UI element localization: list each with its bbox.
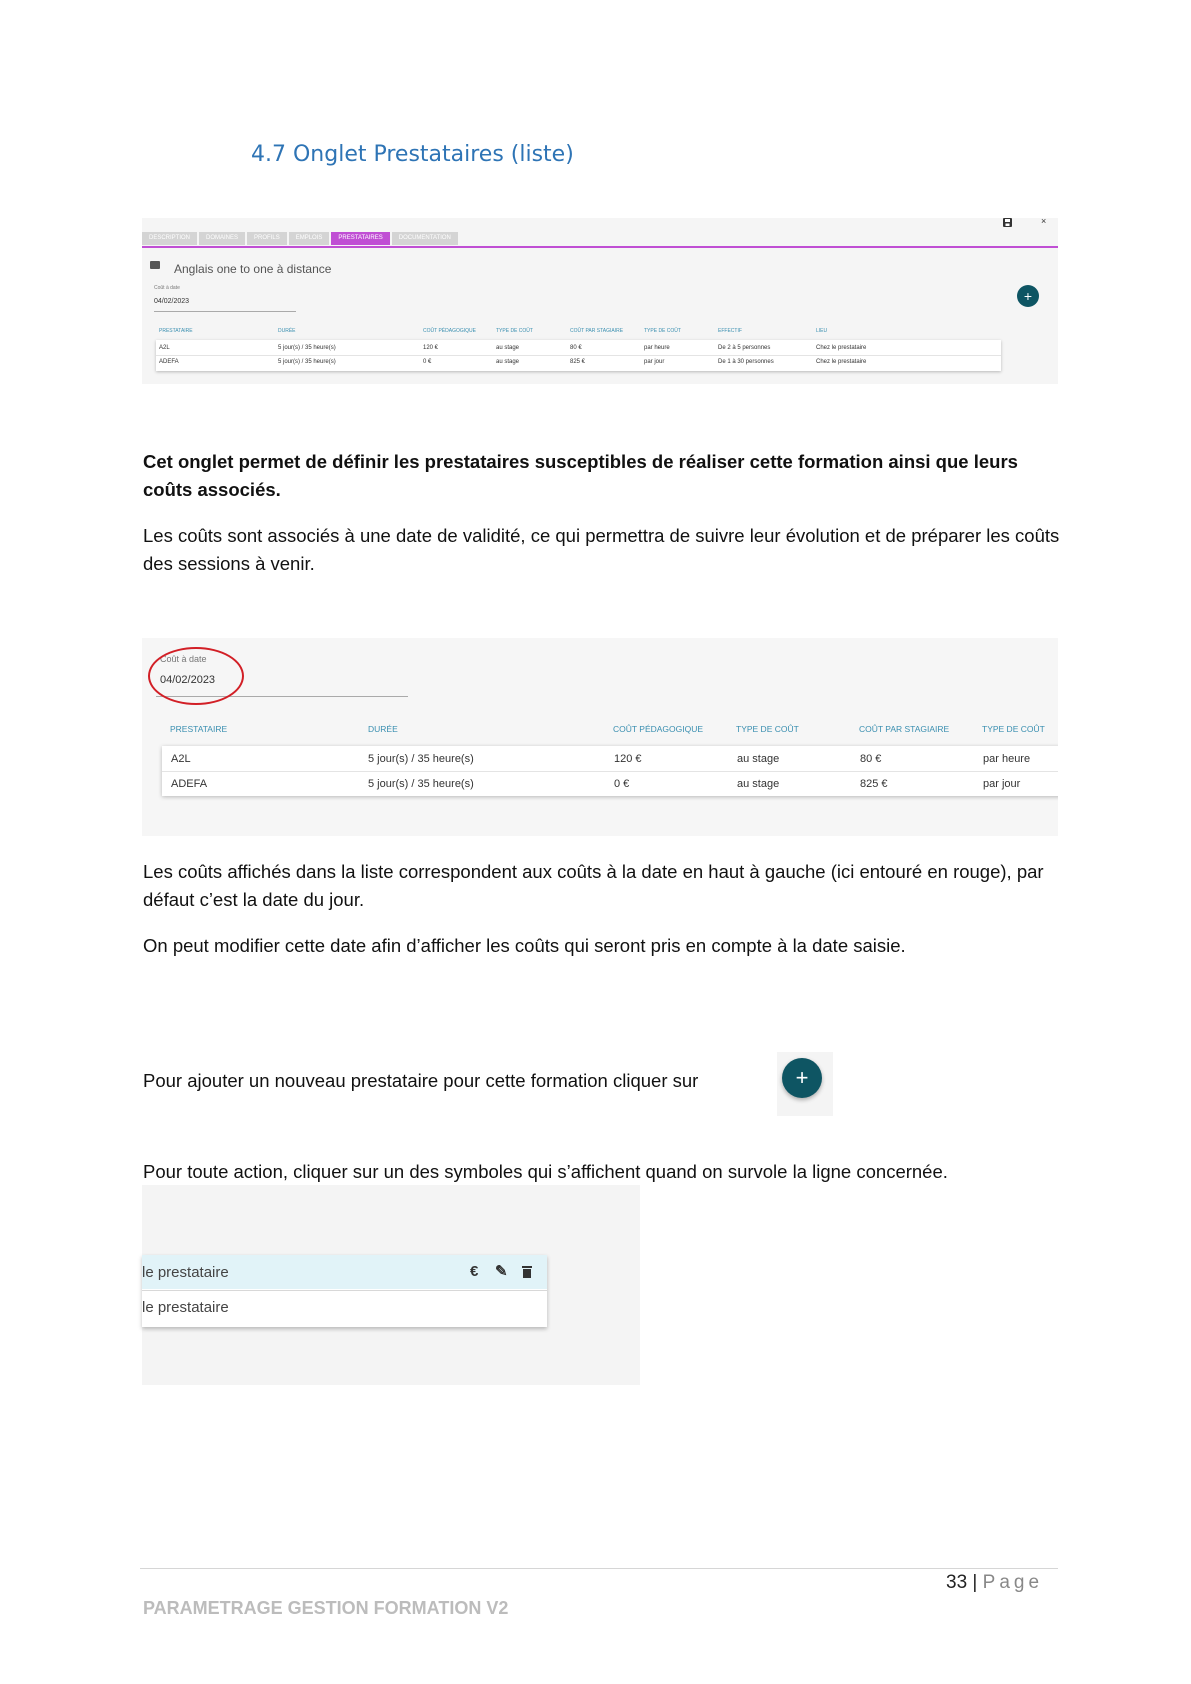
table-cell: A2L bbox=[159, 345, 170, 351]
table-cell: De 2 à 5 personnes bbox=[718, 345, 771, 351]
table-cell: 0 € bbox=[423, 359, 432, 365]
formation-title: Anglais one to one à distance bbox=[174, 262, 332, 276]
tab-domaines[interactable]: DOMAINES bbox=[199, 232, 245, 245]
tab-underline bbox=[142, 246, 1058, 248]
table-cell: 0 € bbox=[614, 778, 630, 790]
col-header: TYPE DE COÛT bbox=[736, 724, 799, 734]
table-cell: A2L bbox=[171, 753, 191, 765]
table-cell: 80 € bbox=[570, 345, 582, 351]
table-cell: le prestataire bbox=[142, 1264, 229, 1281]
date-field-underline bbox=[154, 311, 296, 312]
tab-profils[interactable]: PROFILS bbox=[247, 232, 287, 245]
col-header: COÛT PAR STAGIAIRE bbox=[570, 328, 624, 334]
tab-documentation[interactable]: DOCUMENTATION bbox=[392, 232, 458, 245]
screenshot-prestataires-tab bbox=[142, 218, 1058, 384]
table-cell: ADEFA bbox=[159, 359, 179, 365]
row-divider bbox=[162, 771, 1058, 772]
save-icon[interactable] bbox=[1003, 218, 1012, 229]
paragraph: Pour toute action, cliquer sur un des symboles qui s’affichent quand on survole la ligne concernée. bbox=[143, 1161, 948, 1182]
row-divider bbox=[156, 355, 1001, 356]
date-field[interactable]: 04/02/2023 bbox=[154, 298, 190, 305]
col-header: COÛT PÉDAGOGIQUE bbox=[423, 328, 476, 334]
table-cell: 80 € bbox=[860, 753, 882, 765]
table-cell: au stage bbox=[737, 753, 780, 765]
table-cell: 5 jour(s) / 35 heure(s) bbox=[368, 753, 474, 765]
col-header: TYPE DE COÛT bbox=[644, 328, 681, 334]
page-separator: | bbox=[972, 1572, 978, 1593]
page-number-value: 33 bbox=[946, 1572, 968, 1593]
date-label: Coût à date bbox=[154, 285, 180, 291]
page-number bbox=[946, 1572, 1043, 1594]
add-prestataire-button[interactable]: + bbox=[1017, 285, 1039, 307]
table-cell: 5 jour(s) / 35 heure(s) bbox=[278, 345, 336, 351]
intro-bold-paragraph: Cet onglet permet de définir les prestataires susceptibles de réaliser cette formation ainsi que leurs coûts associés. bbox=[143, 451, 1018, 500]
screenshot-row-actions bbox=[142, 1185, 640, 1385]
table-cell: De 1 à 30 personnes bbox=[718, 359, 774, 365]
tab-description[interactable]: DESCRIPTION bbox=[142, 232, 197, 245]
col-header: PRESTATAIRE bbox=[159, 328, 193, 334]
tab-bar bbox=[142, 232, 458, 245]
table-cell: 5 jour(s) / 35 heure(s) bbox=[368, 778, 474, 790]
table-cell: Chez le prestataire bbox=[816, 345, 867, 351]
document-title-footer: PARAMETRAGE GESTION FORMATION V2 bbox=[143, 1598, 509, 1618]
table-cell: Chez le prestataire bbox=[816, 359, 867, 365]
paragraph: Les coûts affichés dans la liste correspondent aux coûts à la date en haut à gauche (ici entouré en rouge), par défaut c’est la date du jour. bbox=[143, 861, 1044, 910]
euro-icon[interactable]: € bbox=[470, 1263, 479, 1280]
table-cell: 825 € bbox=[570, 359, 586, 365]
table-cell: par heure bbox=[983, 753, 1031, 765]
col-header: DURÉE bbox=[368, 724, 398, 734]
screenshot-cout-a-date bbox=[142, 638, 1058, 836]
table-cell: au stage bbox=[496, 359, 520, 365]
table-cell: par jour bbox=[644, 359, 665, 365]
table-cell: au stage bbox=[737, 778, 780, 790]
col-header: TYPE DE COÛT bbox=[496, 328, 533, 334]
table-cell: ADEFA bbox=[171, 778, 208, 790]
table-cell: au stage bbox=[496, 345, 520, 351]
add-prestataire-button[interactable]: + bbox=[782, 1058, 822, 1098]
table-cell: le prestataire bbox=[142, 1299, 229, 1316]
paragraph: On peut modifier cette date afin d’afficher les coûts qui seront pris en compte à la date saisie. bbox=[143, 935, 906, 956]
footer-rule bbox=[140, 1568, 1058, 1569]
col-header: COÛT PÉDAGOGIQUE bbox=[613, 724, 704, 734]
tab-emplois[interactable]: EMPLOIS bbox=[289, 232, 330, 245]
close-icon[interactable]: × bbox=[1041, 216, 1047, 226]
table-cell: par jour bbox=[983, 778, 1021, 790]
table-cell: 825 € bbox=[860, 778, 888, 790]
table-cell: 120 € bbox=[614, 753, 642, 765]
briefcase-icon bbox=[150, 261, 160, 269]
paragraph: Pour ajouter un nouveau prestataire pour cette formation cliquer sur bbox=[143, 1070, 699, 1091]
row-divider bbox=[142, 1290, 547, 1291]
table-cell: 5 jour(s) / 35 heure(s) bbox=[278, 359, 336, 365]
col-header: DURÉE bbox=[278, 328, 296, 334]
col-header: LIEU bbox=[816, 328, 828, 334]
col-header: COÛT PAR STAGIAIRE bbox=[859, 724, 950, 734]
red-highlight-circle bbox=[148, 647, 244, 705]
date-field[interactable]: 04/02/2023 bbox=[160, 674, 216, 686]
delete-icon[interactable] bbox=[522, 1265, 532, 1283]
page-word: Page bbox=[982, 1572, 1044, 1593]
table-cell: 120 € bbox=[423, 345, 439, 351]
edit-icon[interactable]: ✎ bbox=[495, 1263, 508, 1280]
col-header: PRESTATAIRE bbox=[170, 724, 228, 734]
paragraph: Les coûts sont associés à une date de validité, ce qui permettra de suivre leur évolution et de préparer les coûts des sessions à venir. bbox=[143, 525, 1060, 574]
col-header: TYPE DE COÛT bbox=[982, 724, 1045, 734]
date-label: Coût à date bbox=[160, 654, 207, 664]
tab-prestataires[interactable]: PRESTATAIRES bbox=[331, 232, 389, 245]
col-header: EFFECTIF bbox=[718, 328, 742, 334]
section-heading: 4.7 Onglet Prestataires (liste) bbox=[251, 142, 574, 167]
table-cell: par heure bbox=[644, 345, 670, 351]
